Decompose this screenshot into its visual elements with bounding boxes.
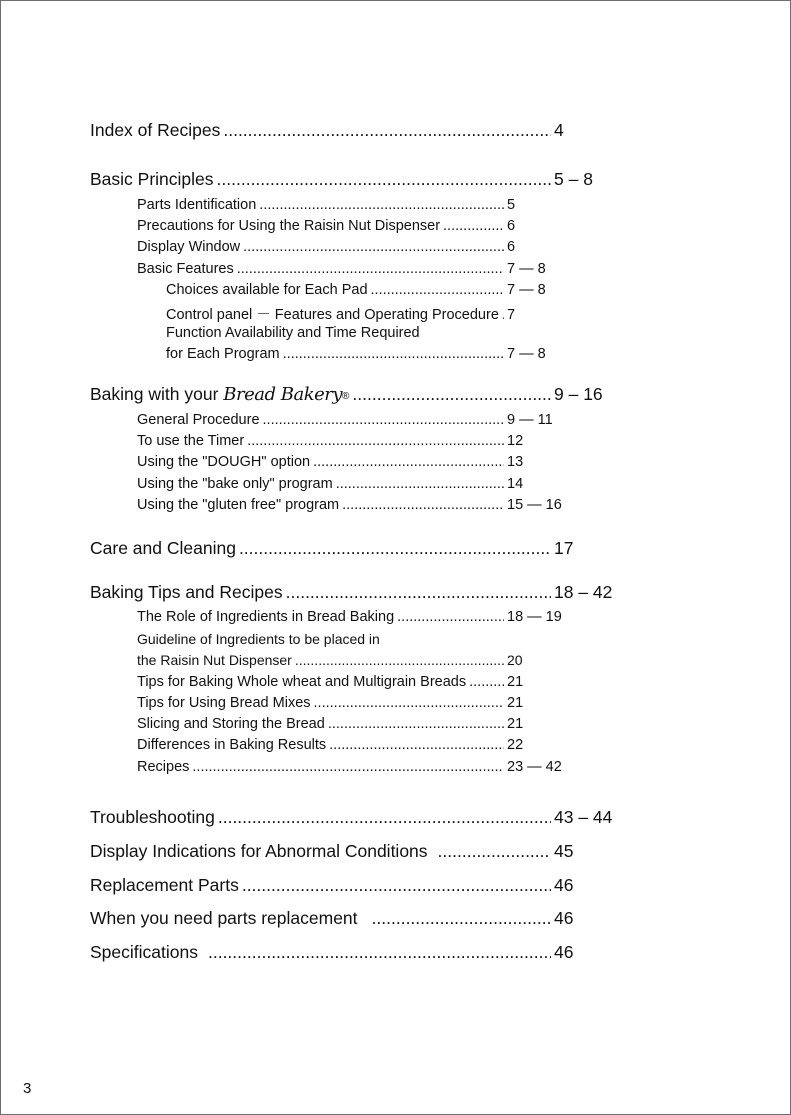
toc-subentry-label: Slicing and Storing the Bread <box>137 716 325 732</box>
leader-dots <box>438 841 551 862</box>
toc-subentry-page: 9 — 11 <box>507 412 553 428</box>
toc-subentry[interactable] <box>137 218 567 234</box>
toc-subsubentry-page: 7 <box>507 307 516 323</box>
toc-subentry[interactable] <box>137 609 567 625</box>
toc-entry-display-indications[interactable] <box>90 841 618 862</box>
toc-subentry-page: 18 — 19 <box>507 609 562 625</box>
toc-subentry-page: 22 <box>507 737 524 753</box>
toc-subentry-page: 6 <box>507 239 516 255</box>
toc-subentry[interactable] <box>137 433 567 449</box>
toc-entry-basic-principles[interactable] <box>90 169 618 190</box>
leader-dots <box>237 261 504 277</box>
toc-subentry[interactable] <box>137 497 567 513</box>
toc-entry-label: Care and Cleaning <box>90 538 236 558</box>
toc-subentry-label: To use the Timer <box>137 433 245 449</box>
toc-subentry-page: 13 <box>507 454 524 470</box>
toc-entry-page: 4 <box>554 120 564 140</box>
toc-subentry-label-line1: Guideline of Ingredients to be placed in <box>137 631 380 647</box>
toc-subsubentry[interactable] <box>166 303 567 324</box>
toc-entry-index-of-recipes[interactable] <box>90 120 618 141</box>
leader-dots <box>223 120 551 141</box>
toc-entry-replacement-parts[interactable] <box>90 875 618 896</box>
toc-subentry[interactable] <box>137 759 567 775</box>
leader-dots <box>443 218 504 234</box>
toc-subentry-page: 14 <box>507 476 524 492</box>
leader-dots <box>286 582 551 603</box>
leader-dots <box>329 737 504 753</box>
toc-subentry-label: Parts Identification <box>137 197 257 213</box>
toc-entry-page: 18 – 42 <box>554 582 613 602</box>
toc-subentry-page: 6 <box>507 218 516 234</box>
toc-entry-specifications[interactable] <box>90 942 618 963</box>
leader-dots <box>239 538 551 559</box>
toc-subentry-label: Tips for Baking Whole wheat and Multigrain Breads <box>137 674 467 690</box>
toc-entry-baking-tips[interactable] <box>90 582 618 603</box>
leader-dots <box>259 197 504 213</box>
leader-dots <box>247 433 504 449</box>
toc-subentry[interactable] <box>137 412 567 428</box>
leader-dots <box>295 652 504 668</box>
toc-subentry-label: Using the "bake only" program <box>137 476 333 492</box>
toc-subentry-label: the Raisin Nut Dispenser <box>137 652 292 668</box>
leader-dots <box>242 875 551 896</box>
toc-subsubentry-label: Control panel － Features and Operating Procedure <box>166 307 499 323</box>
toc-entry-page: 43 – 44 <box>554 807 613 827</box>
toc-subsubentry-label: Choices available for Each Pad <box>166 282 368 298</box>
toc-subentry-page: 23 — 42 <box>507 759 562 775</box>
toc-entry-label: When you need parts replacement <box>90 908 358 928</box>
toc-subsubentry-page: 7 — 8 <box>507 346 546 362</box>
leader-dots <box>263 412 504 428</box>
toc-entry-page: 46 <box>554 908 574 928</box>
toc-subentry-label: Basic Features <box>137 261 234 277</box>
toc-entry-label: Display Indications for Abnormal Conditions <box>90 841 428 861</box>
leader-dots <box>314 695 504 711</box>
leader-dots <box>342 497 504 513</box>
toc-subentry-page: 15 — 16 <box>507 497 562 513</box>
leader-dots <box>328 716 504 732</box>
leader-dots <box>313 454 504 470</box>
toc-subentry-label: Using the "gluten free" program <box>137 497 340 513</box>
toc-entry-when-parts-replacement[interactable] <box>90 908 618 929</box>
toc-entry-page: 9 – 16 <box>554 384 603 404</box>
toc-entry-label: Replacement Parts <box>90 875 239 895</box>
toc-subentry-label: Recipes <box>137 759 190 775</box>
toc-subentry-page: 21 <box>507 674 524 690</box>
toc-subentry-page: 21 <box>507 695 524 711</box>
toc-entry-page: 46 <box>554 942 574 962</box>
toc-subentry-page: 21 <box>507 716 524 732</box>
leader-dots <box>352 384 551 405</box>
toc-subentry[interactable] <box>137 261 567 277</box>
toc-entry-label: Specifications <box>90 942 198 962</box>
label-prefix: Baking with your <box>90 384 219 404</box>
toc-subentry[interactable] <box>137 737 567 753</box>
toc-subsubentry-label-line1: Function Availability and Time Required <box>166 325 420 341</box>
leader-dots <box>192 759 504 775</box>
toc-subsubentry-label: for Each Program <box>166 346 280 362</box>
toc-entry-page: 45 <box>554 841 574 861</box>
toc-subsubentry-page: 7 — 8 <box>507 282 546 298</box>
toc-subsubentry[interactable] <box>166 282 567 298</box>
toc-subentry-label: Display Window <box>137 239 241 255</box>
leader-dots <box>218 807 551 828</box>
toc-entry-label: Troubleshooting <box>90 807 215 827</box>
leader-dots <box>217 169 551 190</box>
toc-subentry[interactable] <box>137 652 567 668</box>
brand-name: Bread Bakery <box>223 384 343 405</box>
toc-entry-label: Baking Tips and Recipes <box>90 582 283 602</box>
toc-entry-label: Basic Principles <box>90 169 214 189</box>
toc-subentry[interactable] <box>137 695 567 711</box>
leader-dots <box>283 346 504 362</box>
leader-dots <box>372 908 551 929</box>
leader-dots <box>243 239 504 255</box>
toc-subsubentry[interactable] <box>166 346 567 362</box>
toc-subentry-label: Precautions for Using the Raisin Nut Dispenser <box>137 218 441 234</box>
toc-subentry-page: 7 — 8 <box>507 261 546 277</box>
toc-entry-label: Index of Recipes <box>90 120 221 140</box>
registered-mark: ® <box>342 391 350 402</box>
toc-entry-baking-with-bread-bakery[interactable] <box>90 384 618 405</box>
leader-dots <box>371 282 504 298</box>
toc-subentry-label: The Role of Ingredients in Bread Baking <box>137 609 395 625</box>
toc-subentry-page: 12 <box>507 433 524 449</box>
toc-subentry[interactable] <box>137 716 567 732</box>
leader-dots <box>336 476 504 492</box>
toc-subentry[interactable] <box>137 674 567 690</box>
leader-dots <box>208 942 551 963</box>
toc-entry-page: 17 <box>554 538 574 558</box>
toc-subentry-page: 20 <box>507 652 523 668</box>
toc-subentry-label: Differences in Baking Results <box>137 737 327 753</box>
toc-subentry-label: General Procedure <box>137 412 260 428</box>
toc-entry-page: 46 <box>554 875 574 895</box>
toc-subentry-label: Tips for Using Bread Mixes <box>137 695 311 711</box>
leader-dots <box>397 609 504 625</box>
toc-subentry[interactable] <box>137 454 567 470</box>
leader-dots <box>469 674 504 690</box>
toc-subentry[interactable] <box>137 239 567 255</box>
toc-subentry-page: 5 <box>507 197 516 213</box>
toc-entry-troubleshooting[interactable] <box>90 807 618 828</box>
toc-entry-label <box>90 384 349 405</box>
toc-subentry-label: Using the "DOUGH" option <box>137 454 311 470</box>
leader-dots <box>502 307 504 323</box>
toc-subentry[interactable] <box>137 476 567 492</box>
toc-entry-care-and-cleaning[interactable] <box>90 538 618 559</box>
toc-subentry[interactable] <box>137 197 567 213</box>
page-number: 3 <box>23 1080 32 1097</box>
toc-entry-page: 5 – 8 <box>554 169 593 189</box>
